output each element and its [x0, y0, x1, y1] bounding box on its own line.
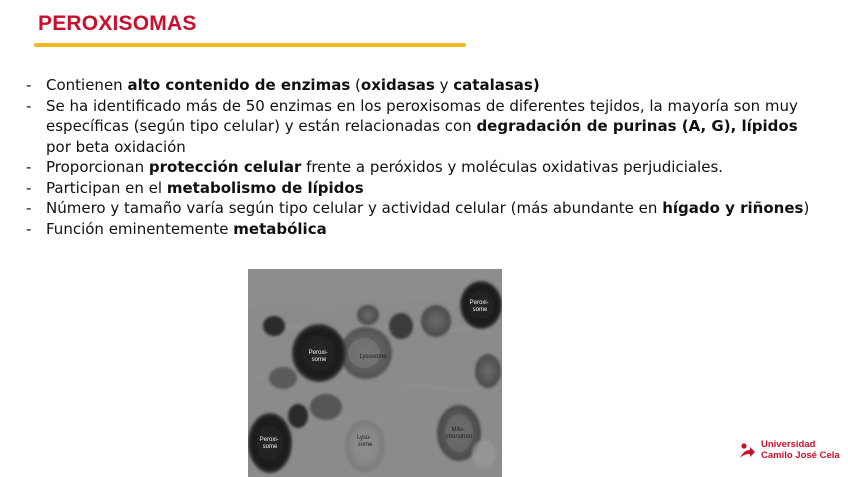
bullet-text-bold: oxidasas	[360, 76, 435, 94]
bullet-text: y	[434, 76, 454, 94]
label-peroxisome-center: Peroxi- some	[308, 350, 328, 363]
bullet-text: frente a peróxidos y moléculas oxidativas perjudiciales.	[301, 158, 724, 176]
logo-line-2: Camilo José Cela	[761, 449, 840, 461]
bullet-text-bold: hígado y riñones	[662, 199, 804, 217]
bullet-item	[26, 75, 824, 96]
bullet-list	[26, 75, 824, 239]
bullet-text-bold: protección celular	[148, 158, 302, 176]
title-underline	[34, 43, 466, 47]
bullet-item	[26, 178, 824, 199]
bullet-dash: -	[26, 219, 32, 238]
bullet-text: Número y tamaño varía según tipo celular y actividad celular (más abundante en	[46, 199, 663, 217]
bullet-dash: -	[26, 76, 32, 94]
logo-text	[761, 440, 840, 461]
bullet-item	[26, 219, 824, 240]
logo-line-1: Universidad	[761, 439, 816, 450]
label-peroxisome-top-right: Peroxi- some	[469, 300, 489, 313]
label-lysosome-center: Lysosome	[359, 354, 387, 360]
bullet-text: Contienen	[46, 76, 128, 94]
bullet-text-bold: catalasas)	[453, 76, 540, 94]
bullet-dash: -	[26, 158, 32, 176]
bullet-text: Proporcionan	[46, 158, 149, 176]
slide-title: PEROXISOMAS	[38, 12, 197, 35]
ucjc-emblem-icon	[738, 441, 758, 461]
bullet-text: (	[350, 76, 361, 94]
bullet-text: Función eminentemente	[46, 219, 234, 238]
bullet-text: por beta oxidación	[46, 137, 186, 156]
bullet-dash: -	[26, 178, 32, 197]
label-peroxisome-bottom-left: Peroxi- some	[259, 437, 279, 450]
bullet-dash: -	[26, 199, 32, 217]
bullet-text-bold: alto contenido de enzimas	[127, 76, 351, 94]
bullet-item	[26, 198, 824, 219]
electron-micrograph	[248, 269, 502, 477]
university-logo	[738, 439, 840, 463]
label-mitochondrion: Mito- chondrion	[445, 427, 473, 440]
bullet-text: )	[803, 199, 810, 217]
label-lysosome-bottom: Lyso- some	[356, 435, 373, 448]
bullet-text-bold: degradación de purinas (A, G), lípidos	[476, 117, 798, 135]
bullet-text: Participan en el	[46, 178, 167, 197]
bullet-item	[26, 96, 824, 158]
bullet-text-bold: metabolismo de lípidos	[166, 178, 364, 197]
bullet-item	[26, 157, 824, 178]
bullet-dash: -	[26, 96, 32, 115]
bullet-text: Se ha identificado más de 50 enzimas en los peroxisomas de diferentes tejidos, la mayoría son muy específicas (según tipo celular) y están relacionadas con	[46, 96, 798, 135]
bullet-text-bold: metabólica	[233, 219, 327, 238]
